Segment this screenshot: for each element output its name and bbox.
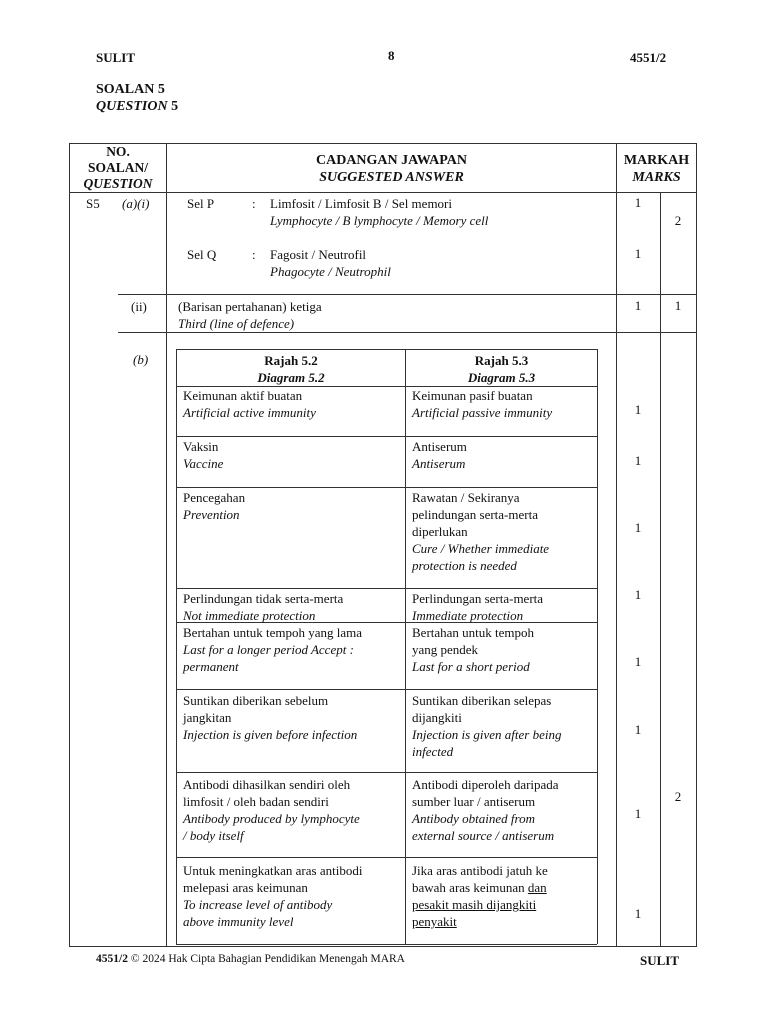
row1-left [183,387,316,421]
col-marks-head [617,152,696,186]
row3-right [412,489,549,574]
sel-q-answer-en: Phagocyte / Neutrophil [270,264,391,279]
footer-code: 4551/2 [96,953,128,965]
mark-a-ii: 1 [634,298,642,313]
row8-left-bm-2: melepasi aras keimunan [183,880,308,895]
row6-left-bm-2: jangkitan [183,710,232,725]
sel-p-answer-en: Lymphocyte / B lymphocyte / Memory cell [270,213,489,228]
total-a-ii: 1 [674,298,682,313]
row5-right-bm-1: Bertahan untuk tempoh [412,625,535,640]
row8-right-bm-1: Jika aras antibodi jatuh ke [412,863,548,878]
row7-left-en-1: Antibody produced by lymphocyte [183,811,360,826]
col-answer-label-bm: CADANGAN JAWAPAN [315,153,467,168]
col-answer-head [167,152,616,186]
row2-right-bm: Antiserum [412,439,467,454]
row5-right [412,624,534,675]
row8-right-bm-2b: dan [527,880,547,895]
row3-right-bm-1: Rawatan / Sekiranya [412,490,520,505]
row4-mark: 1 [634,587,642,602]
row2-right-en: Antiserum [412,456,466,471]
footer-sulit: SULIT [640,953,680,968]
sub-a-ii: (ii) [131,299,147,314]
row7-left [183,776,360,844]
row4-left-en: Not immediate protection [183,608,316,623]
row7-right-en-2: external source / antiserum [412,828,555,843]
diagram-53-label-en: Diagram 5.3 [467,370,536,385]
row4-left-bm: Perlindungan tidak serta-merta [183,591,344,606]
sel-q-label: Sel Q [187,247,217,262]
col-no-label-en: QUESTION [83,176,153,191]
row1-right-en: Artificial passive immunity [412,405,553,420]
row5-right-en: Last for a short period [412,659,530,674]
section-title-en [96,99,178,115]
row4-right-en: Immediate protection [412,608,524,623]
row8-left-bm-1: Untuk meningkatkan aras antibodi [183,863,363,878]
row6-left-bm-1: Suntikan diberikan sebelum [183,693,329,708]
diagram-53-head [406,352,597,386]
section-title-en-num: 5 [171,99,179,114]
diagram-52-label-en: Diagram 5.2 [257,370,325,385]
sub-a-i: (a)(i) [122,196,150,211]
row6-left [183,692,357,743]
row7-right-en-1: Antibody obtained from [412,811,536,826]
row6-right-en-2: infected [412,744,454,759]
section-title-en-word: QUESTION [96,99,168,114]
col-no-head [70,144,166,192]
sel-q-answer-bm: Fagosit / Neutrofil [270,247,367,262]
row2-left-en: Vaccine [183,456,224,471]
row8-left-en-2: above immunity level [183,914,294,929]
sel-p-colon: : [252,196,256,211]
row8-right-bm-3: pesakit masih dijangkiti [412,897,537,912]
sel-p-answer-bm: Limfosit / Limfosit B / Sel memori [270,196,452,211]
total-b: 2 [674,789,682,804]
row6-left-en: Injection is given before infection [183,727,358,742]
total-a-i: 2 [674,213,682,228]
mark-sel-p: 1 [634,195,642,210]
diagram-53-label-bm: Rajah 5.3 [474,353,529,368]
sub-b: (b) [133,352,149,367]
row4-right [412,590,543,624]
row5-left-bm: Bertahan untuk tempoh yang lama [183,625,363,640]
row2-left-bm: Vaksin [183,439,219,454]
row7-right-bm-1: Antibodi diperoleh daripada [412,777,559,792]
sel-p-label: Sel P [187,196,215,211]
row4-right-bm: Perlindungan serta-merta [412,591,544,606]
col-no-label-2: SOALAN/ [87,160,148,175]
paper-code: 4551/2 [630,50,667,65]
row6-right-bm-2: dijangkiti [412,710,462,725]
section-title-bm: SOALAN 5 [96,82,165,97]
row3-mark: 1 [634,520,642,535]
row8-left-en-1: To increase level of antibody [183,897,333,912]
a-ii-answer-bm: (Barisan pertahanan) ketiga [178,299,322,314]
row6-mark: 1 [634,722,642,737]
col-marks-label-bm: MARKAH [623,153,690,168]
row3-right-bm-2: pelindungan serta-merta [412,507,538,522]
row1-right [412,387,552,421]
row7-mark: 1 [634,806,642,821]
sel-q-colon: : [252,247,256,262]
footer-left [96,953,405,965]
row7-left-en-2: / body itself [183,828,244,843]
page-number: 8 [388,48,395,63]
row7-right [412,776,559,844]
row5-left-en-1: Last for a longer period Accept : [183,642,354,657]
row2-right [412,438,467,472]
row1-right-bm: Keimunan pasif buatan [412,388,533,403]
row3-right-en-2: protection is needed [412,558,517,573]
col-marks-label-en: MARKS [632,170,681,185]
row6-right [412,692,561,760]
row8-right-bm-4: penyakit [412,914,457,929]
row8-right-bm-2a: bawah aras keimunan [412,880,528,895]
row1-left-bm: Keimunan aktif buatan [183,388,303,403]
col-no-label-1: NO. [106,144,130,159]
row4-left [183,590,343,624]
row8-right-bm-2 [412,879,548,896]
col-answer-label-en: SUGGESTED ANSWER [319,170,464,185]
row7-left-bm-1: Antibodi dihasilkan sendiri oleh [183,777,351,792]
row3-right-bm-3: diperlukan [412,524,468,539]
row5-right-bm-2: yang pendek [412,642,479,657]
row7-left-bm-2: limfosit / oleh badan sendiri [183,794,329,809]
mark-sel-q: 1 [634,246,642,261]
row6-right-en-1: Injection is given after being [412,727,562,742]
row3-left-bm: Pencegahan [183,490,246,505]
row3-left-en: Prevention [183,507,240,522]
row1-left-en: Artificial active immunity [183,405,316,420]
question-number: S5 [86,196,100,211]
row6-right-bm-1: Suntikan diberikan selepas [412,693,552,708]
diagram-52-label-bm: Rajah 5.2 [264,353,318,368]
row5-mark: 1 [634,654,642,669]
diagram-52-head [177,352,405,386]
row2-left [183,438,223,472]
row7-right-bm-2: sumber luar / antiserum [412,794,536,809]
row3-left [183,489,245,523]
row2-mark: 1 [634,453,642,468]
a-ii-answer-en: Third (line of defence) [178,316,295,331]
header-sulit: SULIT [96,50,136,65]
row8-right [412,862,548,930]
row5-left-en-2: permanent [183,659,239,674]
footer-copyright: © 2024 Hak Cipta Bahagian Pendidikan Menengah MARA [130,953,405,965]
row3-right-en-1: Cure / Whether immediate [412,541,550,556]
row1-mark: 1 [634,402,642,417]
row8-left [183,862,362,930]
row5-left [183,624,362,675]
row8-mark: 1 [634,906,642,921]
